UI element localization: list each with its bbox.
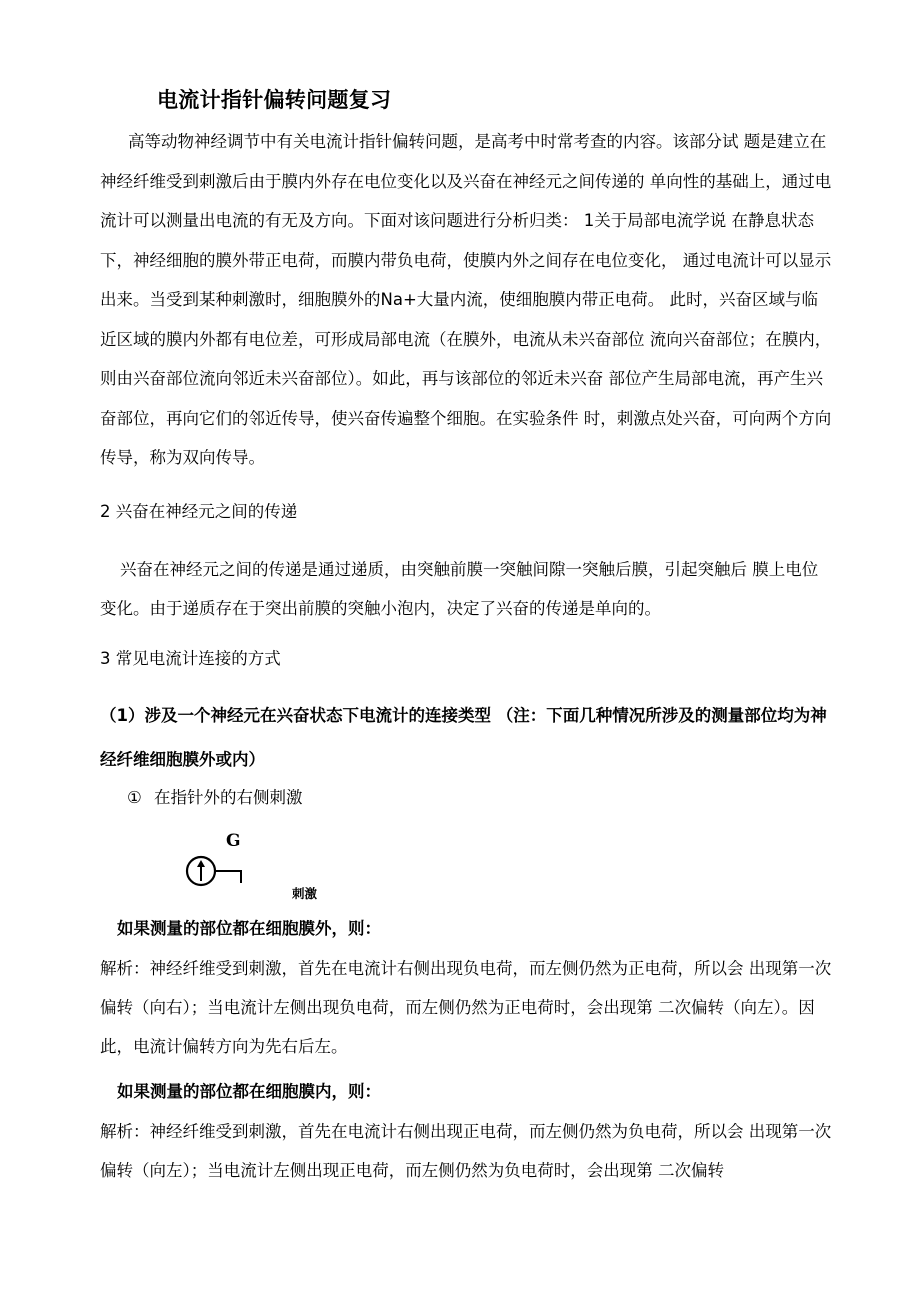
case-outside-analysis: 解析：神经纤维受到刺激，首先在电流计右侧出现负电荷，而左侧仍然为正电荷，所以会 出现第一次偏转（向右）；当电流计左侧出现负电荷，而左侧仍然为正电荷时，会出现第 二次偏转（向左）。因此，电流计偏转方向为先右后左。 <box>100 959 832 1056</box>
document-title: 电流计指针偏转问题复习 <box>157 88 392 112</box>
needle-arrow-icon <box>197 860 205 867</box>
subsection1-heading: （1）涉及一个神经元在兴奋状态下电流计的连接类型 （注：下面几种情况所涉及的测量部位均为神经纤维细胞膜外或内） <box>100 706 827 769</box>
item-1 <box>127 784 303 808</box>
section2-paragraph: 兴奋在神经元之间的传递是通过递质，由突触前膜一突触间隙一突触后膜，引起突触后 膜上电位变化。由于递质存在于突出前膜的突触小泡内，决定了兴奋的传递是单向的。 <box>100 560 819 618</box>
section2-heading: 2 兴奋在神经元之间的传递 <box>100 502 298 521</box>
galvanometer-diagram <box>180 826 260 900</box>
electrode-wire <box>215 871 241 883</box>
intro-paragraph: 高等动物神经调节中有关电流计指针偏转问题，是高考中时常考查的内容。该部分试 题是建立在神经纤维受到刺激后由于膜内外存在电位变化以及兴奋在神经元之间传递的 单向性的基础上，通过电流计可以测量出电流的有无及方向。下面对该问题进行分析归类： 1关于局部电流学说 在静息状态下，神经细胞的膜外带正电荷，而膜内带负电荷，使膜内外之间存在电位变化， 通过电流计可以显示出来。当受到某种刺激时，细胞膜外的Na+大量内流，使细胞膜内带正电荷。 此时，兴奋区域与临近区域的膜内外都有电位差，可形成局部电流（在膜外，电流从未兴奋部位 流向兴奋部位；在膜内，则由兴奋部位流向邻近未兴奋部位）。如此，再与该部位的邻近未兴奋 部位产生局部电流，再产生兴奋部位，再向它们的邻近传导，使兴奋传遍整个细胞。在实验条件 时，刺激点处兴奋，可向两个方向传导，称为双向传导。 <box>100 132 832 467</box>
item-1-number: ① <box>127 788 142 807</box>
stimulus-label: 刺激 <box>292 886 318 901</box>
item-1-text: 在指针外的右侧刺激 <box>154 788 303 807</box>
case-inside-analysis: 解析：神经纤维受到刺激，首先在电流计右侧出现正电荷，而左侧仍然为负电荷，所以会 出现第一次偏转（向左）；当电流计左侧出现正电荷，而左侧仍然为负电荷时，会出现第 二次偏转 <box>100 1122 832 1180</box>
section3-heading: 3 常见电流计连接的方式 <box>100 649 281 668</box>
meter-label: G <box>226 831 241 851</box>
case-inside-heading: 如果测量的部位都在细胞膜内，则： <box>117 1082 381 1101</box>
case-outside-heading: 如果测量的部位都在细胞膜外，则： <box>117 919 381 938</box>
galvanometer-svg <box>180 826 260 896</box>
